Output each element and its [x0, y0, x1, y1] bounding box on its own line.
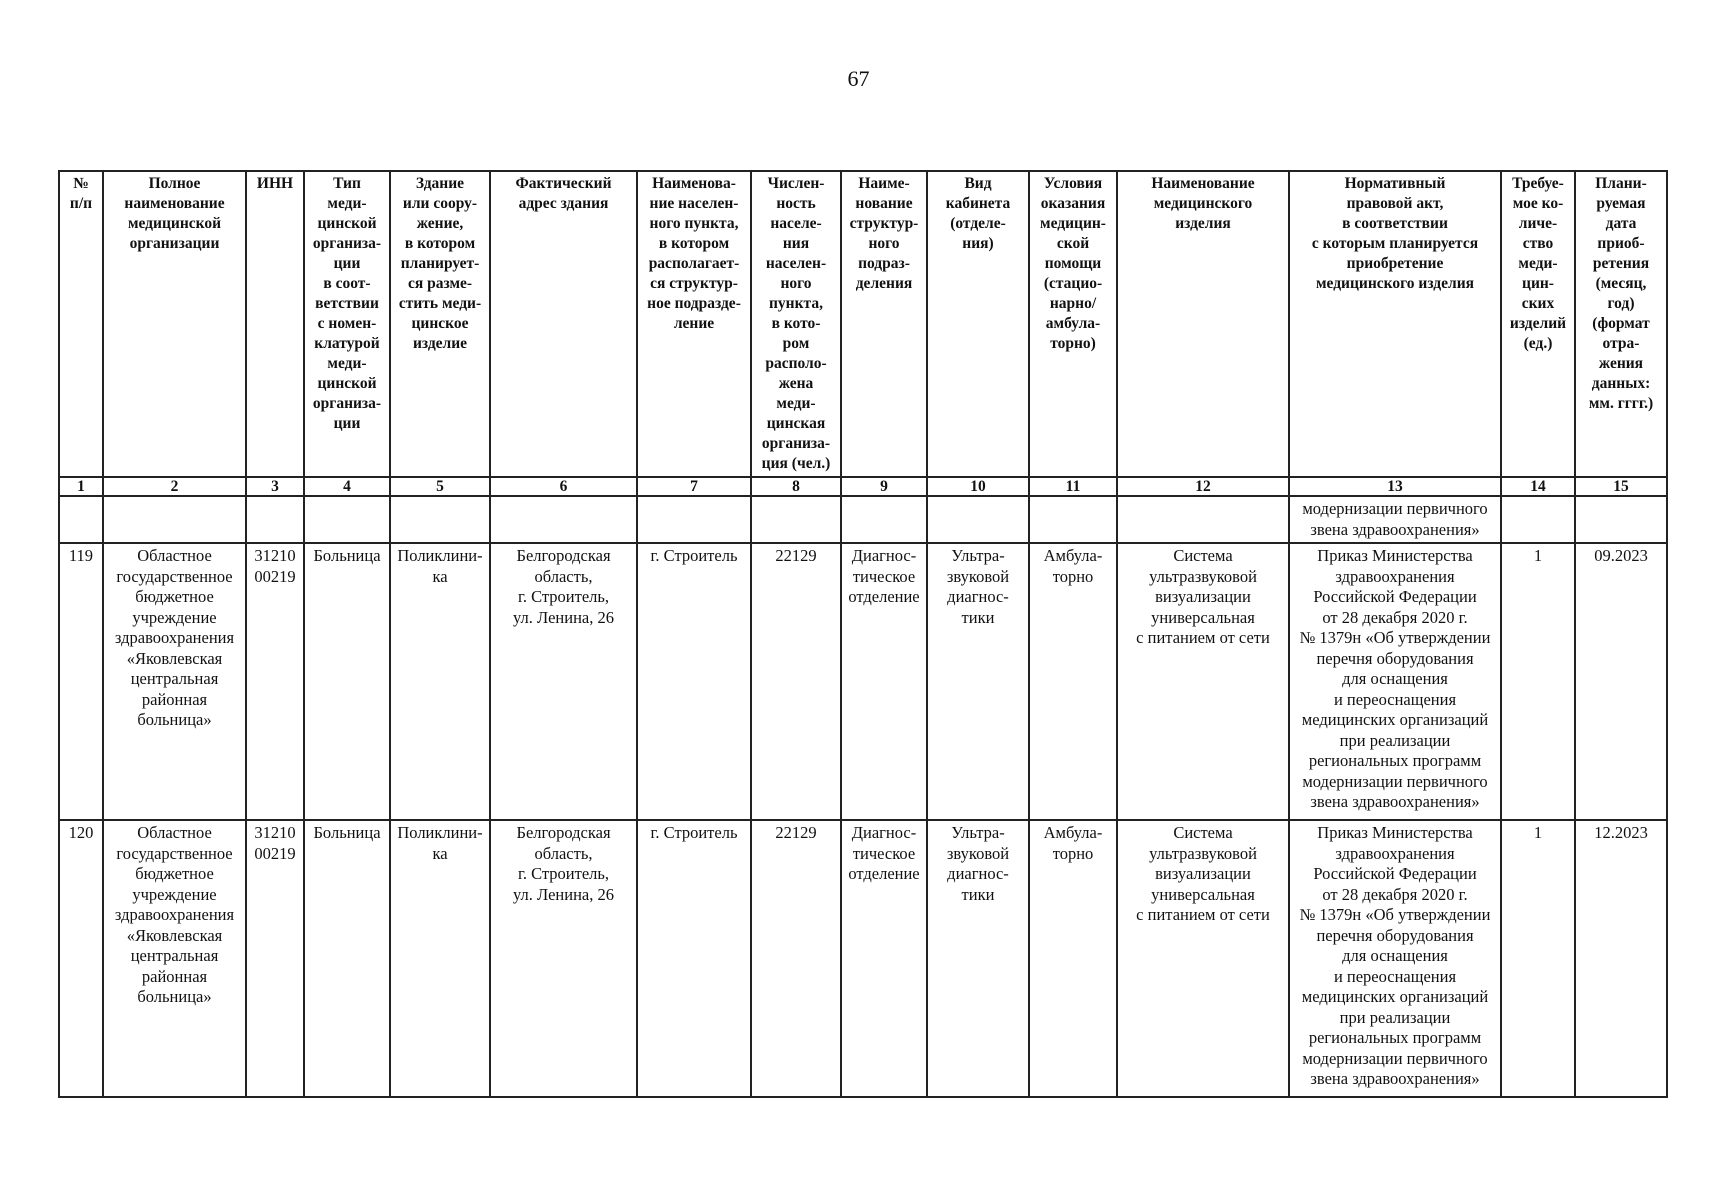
care-conditions: Амбула- торно [1029, 543, 1117, 820]
quantity: 1 [1501, 543, 1575, 820]
legal-act: Приказ Министерства здравоохранения Российской Федерации от 28 декабря 2020 г. № 1379н «Об утверждении перечня оборудования для оснащения и переоснащения медицинских организаций при реализации региональных программ модернизации первичного звена здравоохранения» [1289, 543, 1501, 820]
table-cell [390, 496, 490, 543]
org-type: Больница [304, 543, 390, 820]
table-cell [490, 496, 637, 543]
table-cell [103, 496, 246, 543]
structural-unit: Диагнос- тическое отделение [841, 543, 927, 820]
continuation-row [59, 496, 1667, 543]
page-number: 67 [847, 66, 870, 91]
col-number: 4 [304, 477, 390, 496]
col-header-unit: Наиме- нование структур- ного подраз- деления [841, 171, 927, 477]
device-name: Система ультразвуковой визуализации универсальная с питанием от сети [1117, 543, 1289, 820]
table-cell [59, 496, 103, 543]
table-row [59, 543, 1667, 820]
row-number: 119 [59, 543, 103, 820]
purchase-date: 12.2023 [1575, 820, 1667, 1097]
inn: 31210 00219 [246, 820, 304, 1097]
table-cell [1575, 496, 1667, 543]
col-header-inn: ИНН [246, 171, 304, 477]
col-number: 11 [1029, 477, 1117, 496]
legal-act: Приказ Министерства здравоохранения Российской Федерации от 28 декабря 2020 г. № 1379н «Об утверждении перечня оборудования для оснащения и переоснащения медицинских организаций при реализации региональных программ модернизации первичного звена здравоохранения» [1289, 820, 1501, 1097]
cabinet-type: Ультра- звуковой диагнос- тики [927, 820, 1029, 1097]
col-number: 2 [103, 477, 246, 496]
table-cell [637, 496, 751, 543]
purchase-date: 09.2023 [1575, 543, 1667, 820]
org-name: Областное государственное бюджетное учреждение здравоохранения «Яковлевская центральная районная больница» [103, 543, 246, 820]
col-number: 13 [1289, 477, 1501, 496]
col-header-settlement: Наименова- ние населен- ного пункта, в котором располагает- ся структур- ное подразде- ление [637, 171, 751, 477]
table-cell [246, 496, 304, 543]
building: Поликлини- ка [390, 543, 490, 820]
table-cell [1501, 496, 1575, 543]
col-header-device: Наименование медицинского изделия [1117, 171, 1289, 477]
col-header-population: Числен- ность населе- ния населен- ного пункта, в кото- ром располо- жена меди- цинская организа- ция (чел.) [751, 171, 841, 477]
col-number: 14 [1501, 477, 1575, 496]
col-number: 7 [637, 477, 751, 496]
table-cell [1117, 496, 1289, 543]
table-cell [841, 496, 927, 543]
col-header-building: Здание или соору- жение, в котором планирует- ся разме- стить меди- цинское изделие [390, 171, 490, 477]
col-header-num: № п/п [59, 171, 103, 477]
table-row [59, 820, 1667, 1097]
address: Белгородская область, г. Строитель, ул. Ленина, 26 [490, 543, 637, 820]
table-cell [1029, 496, 1117, 543]
table-cell [927, 496, 1029, 543]
header-row [59, 171, 1667, 477]
col-number: 9 [841, 477, 927, 496]
care-conditions: Амбула- торно [1029, 820, 1117, 1097]
col-header-org: Полное наименование медицинской организации [103, 171, 246, 477]
col-header-conditions: Условия оказания медицин- ской помощи (стацио- нарно/ амбула- торно) [1029, 171, 1117, 477]
population: 22129 [751, 820, 841, 1097]
org-name: Областное государственное бюджетное учреждение здравоохранения «Яковлевская центральная районная больница» [103, 820, 246, 1097]
col-header-act: Нормативный правовой акт, в соответствии с которым планируется приобретение медицинского изделия [1289, 171, 1501, 477]
quantity: 1 [1501, 820, 1575, 1097]
structural-unit: Диагнос- тическое отделение [841, 820, 927, 1097]
col-header-date: Плани- руемая дата приоб- ретения (месяц, год) (формат отра- жения данных: мм. гггг.) [1575, 171, 1667, 477]
table-cell [304, 496, 390, 543]
col-header-address: Фактический адрес здания [490, 171, 637, 477]
equipment-register-table [58, 170, 1668, 1098]
col-number: 5 [390, 477, 490, 496]
col-header-cabinet: Вид кабинета (отделе- ния) [927, 171, 1029, 477]
building: Поликлини- ка [390, 820, 490, 1097]
col-header-quantity: Требуе- мое ко- личе- ство меди- цин- ских изделий (ед.) [1501, 171, 1575, 477]
column-number-row [59, 477, 1667, 496]
col-number: 1 [59, 477, 103, 496]
col-number: 6 [490, 477, 637, 496]
row-number: 120 [59, 820, 103, 1097]
col-number: 12 [1117, 477, 1289, 496]
col-number: 8 [751, 477, 841, 496]
device-name: Система ультразвуковой визуализации универсальная с питанием от сети [1117, 820, 1289, 1097]
org-type: Больница [304, 820, 390, 1097]
col-header-type: Тип меди- цинской организа- ции в соот- ветствии с номен- клатурой меди- цинской организа- ции [304, 171, 390, 477]
col-number: 15 [1575, 477, 1667, 496]
cabinet-type: Ультра- звуковой диагнос- тики [927, 543, 1029, 820]
settlement: г. Строитель [637, 820, 751, 1097]
continuation-act-text: модернизации первичного звена здравоохранения» [1289, 496, 1501, 543]
address: Белгородская область, г. Строитель, ул. Ленина, 26 [490, 820, 637, 1097]
population: 22129 [751, 543, 841, 820]
col-number: 10 [927, 477, 1029, 496]
table-cell [751, 496, 841, 543]
col-number: 3 [246, 477, 304, 496]
inn: 31210 00219 [246, 543, 304, 820]
settlement: г. Строитель [637, 543, 751, 820]
